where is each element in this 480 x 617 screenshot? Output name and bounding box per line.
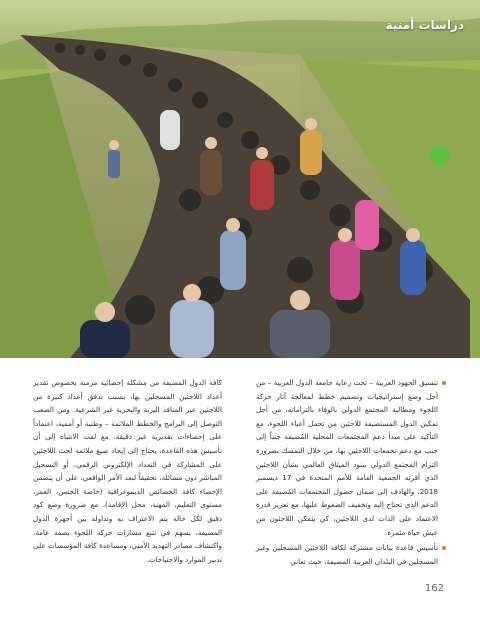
bullet-item: تأسيس قاعدة بيانات مشتركة لكافة اللاجئين المسجلين وغير المسجلين في البلدان العربية المضيفة، حيث تعاني bbox=[256, 541, 446, 568]
body-paragraph: كافة الدول المضيفة من مشكلة إحصائية مزمنة بخصوص تقدير أعداد اللاجئين المسجلين بها، بسبب تدفق أعداد كبيرة من اللاجئين عبر المنافذ البرية والبحرية غير الشرعية. ومن الصعب التوصل إلى البرامج والخطط الملائمة – وطنية أو أممية، اعتماداً على إحصاءات تقديرية غير دقيقة. مع لفت الانتباه إلى أن تأسيس هذه القاعدة، يحتاج إلى إيجاد صيغ ملائمة لحث اللاجئين على المشاركة في التعداد الإلكتروني الرقمي، أو التسجيل المباشر دون مسائلة، تحقيقاً لبعد الأمر الواقعي، على أن يتضمن الإحصاء كافة الخصائص الديموغرافية (خاصة الجنس، العمر، مستوى التعليم، المهنة، محل الإقامة)، مع ضرورة وضع كود دقيق لكل حالة يتم الاعتراف به وتداوله بين أجهزة الدول المضيفة، يسهم في تتبع مسارات حركة اللجوء بصفة عامة، واكتشاف مصادر التهديد الأمني، ومساعدة كافة المؤسسات على تدبير الموارد والاحتياجات. bbox=[33, 378, 222, 564]
bullet-item: تنسيق الجهود العربية – تحت رعاية جامعة الدول العربية – من أجل وضع إستراتيجيات وتصميم خطط لمعالجة آثار حركة اللجوء ومطالبة المجتمع الدولي بالوفاء بالتزاماته، من أجل تمكين الدول المستضيفة للاجئين من تحمل أعباء اللجوء، مع التأكيد على مبدأ دعم المجتمعات المحلية المُضيفة جنباً إلى جنب مع دعم تجمعات اللاجئين بها، من خلال التمسك بضرورة التزام المجتمع الدولي ببنود الميثاق العالمي بشأن اللاجئين الذي أقرته الجمعية العامة للأمم المتحدة في 17 ديسمبر 2018، والهادف إلى ضمان حصول المجتمعات المُضيفة على الدعم الذي تحتاج إليه وتخفيف الضغوط عليها، مع تعزيز قدرة الاعتماد على الذات لدى اللاجئين، كي يتمكن اللاجئون من عيش حياة مثمرة. bbox=[256, 376, 446, 539]
left-column bbox=[33, 376, 222, 566]
section-title: دراسات أمنية bbox=[385, 18, 464, 32]
page-number: 162 bbox=[424, 583, 444, 594]
right-column bbox=[256, 376, 446, 568]
